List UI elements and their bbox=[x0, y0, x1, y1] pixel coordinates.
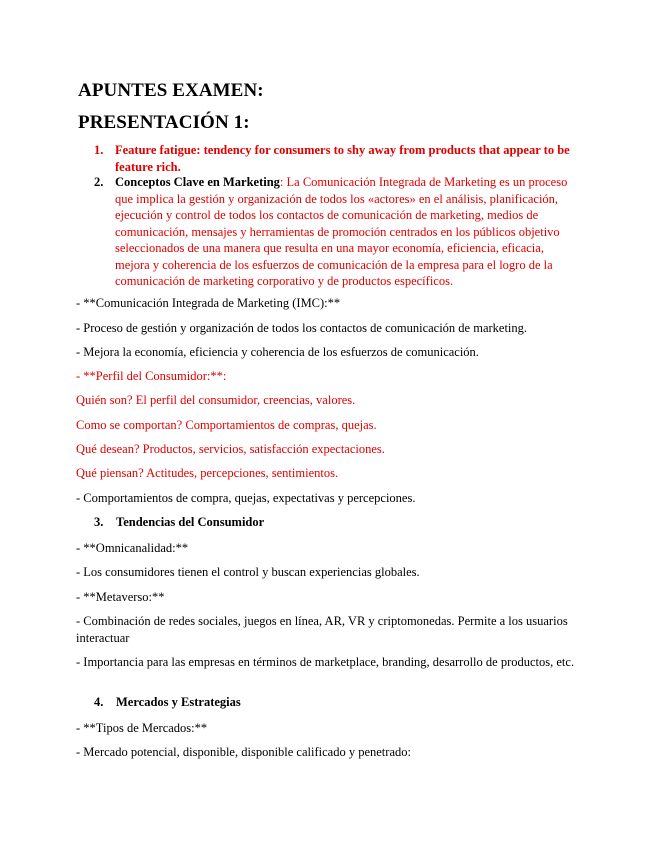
text-line: - **Tipos de Mercados:** bbox=[76, 721, 208, 735]
text-line: - **Perfil del Consumidor:**: bbox=[76, 369, 227, 383]
section-title: Tendencias del Consumidor bbox=[116, 515, 265, 529]
text-line: - Proceso de gestión y organización de todos los contactos de comunicación de marketing. bbox=[76, 321, 528, 335]
text-line: - **Comunicación Integrada de Marketing (IMC):** bbox=[76, 296, 341, 310]
section-number: 4. bbox=[94, 695, 104, 709]
list-item-text bbox=[115, 174, 578, 290]
text-line: - **Metaverso:** bbox=[76, 590, 165, 604]
text-line: Qué piensan? Actitudes, percepciones, sentimientos. bbox=[76, 466, 339, 480]
list-item bbox=[78, 174, 578, 290]
list-item-body: La Comunicación Integrada de Marketing es un proceso que implica la gestión y organización de todos los «actores» en el análisis, planificación, ejecución y control de todos los contactos de comunicación de marketing, medios de comunicación, mensajes y herramientas de promoción centrados en los públicos objetivo seleccionados de una manera que resulta en una mayor economía, eficiencia, eficacia, mejora y coherencia de los esfuerzos de comunicación de la empresa para el logro de la comunicación de marketing corporativo y de productos específicos. bbox=[115, 175, 568, 288]
section-title: Mercados y Estrategias bbox=[116, 695, 241, 709]
text-line: - Los consumidores tienen el control y buscan experiencias globales. bbox=[76, 565, 420, 579]
text-line: - Mercado potencial, disponible, disponible calificado y penetrado: bbox=[76, 745, 411, 759]
list-number: 1. bbox=[94, 143, 104, 157]
section-number: 3. bbox=[94, 515, 104, 529]
list-item bbox=[78, 142, 578, 175]
section-heading: PRESENTACIÓN 1: bbox=[78, 112, 250, 133]
list-item-title: Conceptos Clave en Marketing bbox=[115, 175, 280, 189]
list-item-text: Feature fatigue: tendency for consumers to shy away from products that appear to be feature rich. bbox=[115, 143, 570, 174]
section-heading bbox=[94, 515, 264, 530]
text-line: - **Omnicanalidad:** bbox=[76, 541, 189, 555]
text-line: - Combinación de redes sociales, juegos en línea, AR, VR y criptomonedas. Permite a los usuarios interactuar bbox=[76, 614, 568, 645]
list-item-colon: : bbox=[279, 175, 287, 189]
text-line: - Importancia para las empresas en términos de marketplace, branding, desarrollo de productos, etc. bbox=[76, 655, 575, 669]
list-number: 2. bbox=[94, 175, 104, 189]
text-line: - Comportamientos de compra, quejas, expectativas y percepciones. bbox=[76, 491, 416, 505]
text-line: - Mejora la economía, eficiencia y coherencia de los esfuerzos de comunicación. bbox=[76, 345, 479, 359]
section-heading bbox=[94, 695, 241, 710]
text-line: Qué desean? Productos, servicios, satisfacción expectaciones. bbox=[76, 442, 385, 456]
text-line: Como se comportan? Comportamientos de compras, quejas. bbox=[76, 418, 377, 432]
page-title: APUNTES EXAMEN: bbox=[78, 80, 264, 101]
text-line: Quién son? El perfil del consumidor, creencias, valores. bbox=[76, 393, 356, 407]
